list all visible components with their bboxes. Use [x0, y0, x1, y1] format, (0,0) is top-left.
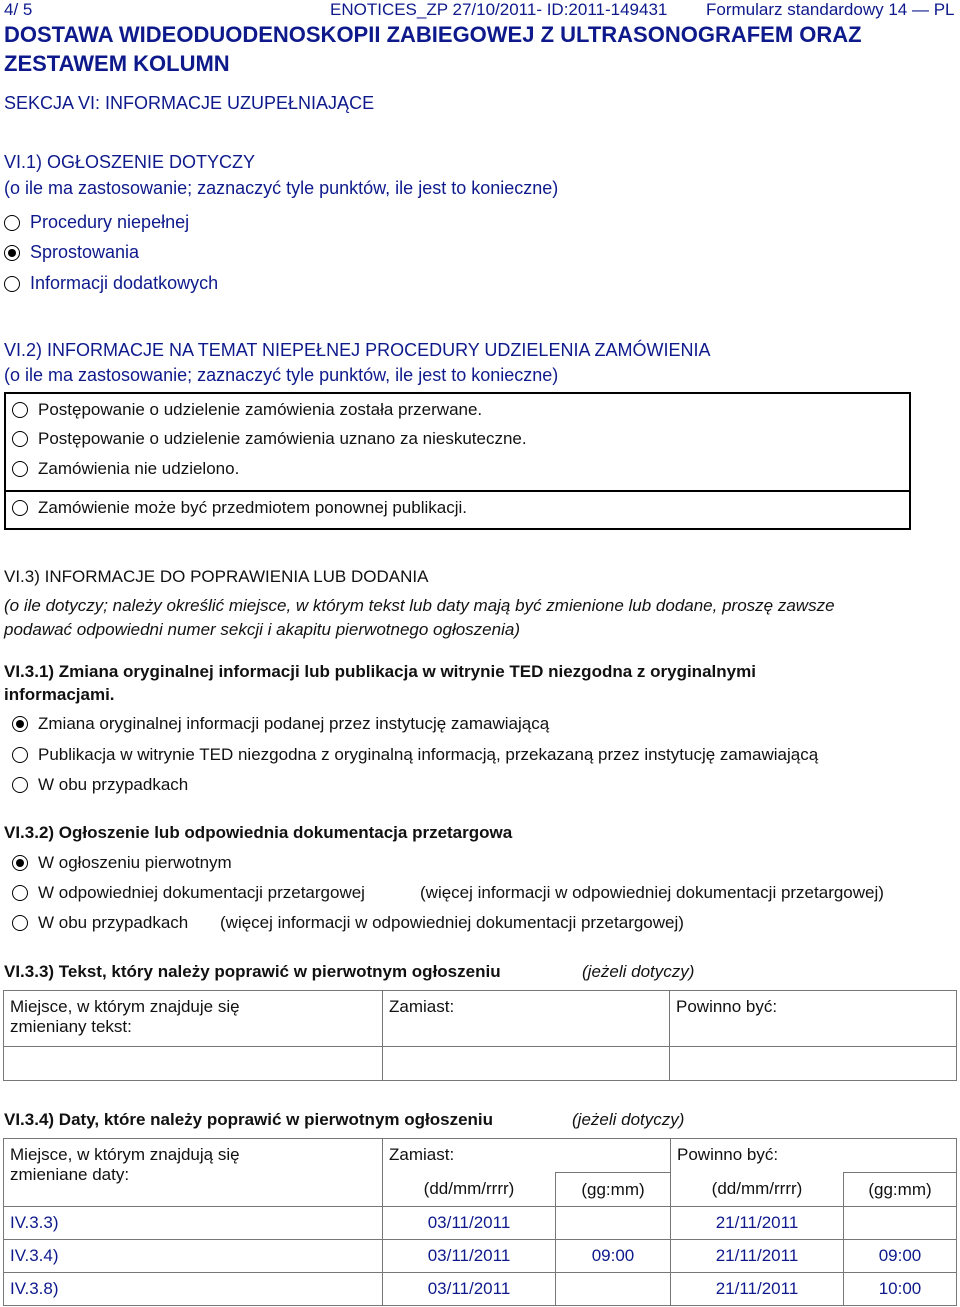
radio-icon	[4, 276, 20, 292]
vi32-option[interactable]	[12, 913, 188, 933]
time-cell	[556, 1207, 671, 1240]
table-header-cell	[4, 991, 383, 1047]
time-cell: 09:00	[844, 1240, 957, 1273]
option-label: Informacji dodatkowych	[30, 273, 219, 293]
vi1-note: (o ile ma zastosowanie; zaznaczyć tyle punktów, ile jest to konieczne)	[4, 178, 559, 198]
place-cell: IV.3.4)	[4, 1240, 383, 1273]
vi33-qualifier: (jeżeli dotyczy)	[582, 962, 695, 981]
document-title-line2: ZESTAWEM KOLUMN	[4, 51, 230, 76]
vi32-option[interactable]	[12, 853, 232, 873]
vi2-option[interactable]	[12, 498, 467, 518]
date-cell: 03/11/2011	[383, 1240, 556, 1273]
header-line: zmieniany tekst:	[10, 1017, 132, 1036]
time-cell: 09:00	[556, 1240, 671, 1273]
vi31-option[interactable]	[12, 714, 549, 734]
section-heading: SEKCJA VI: INFORMACJE UZUPEŁNIAJĄCE	[4, 93, 375, 113]
radio-icon	[12, 402, 28, 418]
option-label: W obu przypadkach	[38, 775, 189, 794]
vi31-option[interactable]	[12, 745, 818, 765]
vi1-heading: VI.1) OGŁOSZENIE DOTYCZY	[4, 152, 256, 172]
option-extra: (więcej informacji w odpowiedniej dokumentacji przetargowej)	[420, 883, 884, 902]
vi34-heading: VI.3.4) Daty, które należy poprawić w pierwotnym ogłoszeniu	[4, 1110, 494, 1129]
vi2-option[interactable]	[12, 459, 239, 479]
option-label: Postępowanie o udzielenie zamówienia uznano za nieskuteczne.	[38, 429, 527, 448]
option-label: W ogłoszeniu pierwotnym	[38, 853, 232, 872]
vi1-option[interactable]	[4, 212, 189, 233]
form-name: Formularz standardowy 14 — PL	[706, 0, 955, 19]
table-header-cell: Powinno być:	[671, 1139, 957, 1173]
table-header-cell	[4, 1139, 383, 1207]
time-cell	[556, 1273, 671, 1306]
vi31-heading-line1: VI.3.1) Zmiana oryginalnej informacji lub publikacja w witrynie TED niezgodna z oryginalnymi	[4, 662, 756, 681]
date-correction-table	[3, 1138, 957, 1306]
option-label: Zamówienie może być przedmiotem ponownej publikacji.	[38, 498, 467, 517]
time-cell: 10:00	[844, 1273, 957, 1306]
radio-icon	[12, 500, 28, 516]
divider	[6, 490, 909, 492]
subheader-cell: (dd/mm/rrrr)	[383, 1173, 556, 1207]
option-label: Zamówienia nie udzielono.	[38, 459, 240, 478]
vi3-note-line2: podawać odpowiedni numer sekcji i akapitu pierwotnego ogłoszenia)	[4, 620, 520, 639]
radio-checked-icon	[12, 716, 28, 732]
table-row	[4, 1207, 957, 1240]
table-cell	[383, 1047, 670, 1081]
vi3-note-line1: (o ile dotyczy; należy określić miejsce, w którym tekst lub daty mają być zmienione lub dodane, proszę zawsze	[4, 596, 835, 615]
text-correction-table	[3, 990, 957, 1081]
vi3-heading: VI.3) INFORMACJE DO POPRAWIENIA LUB DODANIA	[4, 567, 429, 586]
table-header-cell: Powinno być:	[670, 991, 957, 1047]
option-label: W odpowiedniej dokumentacji przetargowej	[38, 883, 365, 902]
table-cell	[670, 1047, 957, 1081]
vi1-option[interactable]	[4, 273, 218, 294]
vi2-note: (o ile ma zastosowanie; zaznaczyć tyle punktów, ile jest to konieczne)	[4, 365, 559, 385]
option-extra: (więcej informacji w odpowiedniej dokumentacji przetargowej)	[220, 913, 684, 932]
time-cell	[844, 1207, 957, 1240]
subheader-cell: (gg:mm)	[844, 1173, 957, 1207]
subheader-cell: (gg:mm)	[556, 1173, 671, 1207]
option-label: Postępowanie o udzielenie zamówienia została przerwane.	[38, 400, 483, 419]
vi32-option[interactable]	[12, 883, 365, 903]
radio-icon	[12, 431, 28, 447]
option-label: W obu przypadkach	[38, 913, 189, 932]
subheader-cell: (dd/mm/rrrr)	[671, 1173, 844, 1207]
place-cell: IV.3.3)	[4, 1207, 383, 1240]
vi31-option[interactable]	[12, 775, 188, 795]
page-number: 4/ 5	[4, 0, 33, 19]
table-row	[4, 1273, 957, 1306]
date-cell: 21/11/2011	[671, 1240, 844, 1273]
table-row	[4, 1240, 957, 1273]
notice-id: ENOTICES_ZP 27/10/2011- ID:2011-149431	[330, 0, 668, 19]
radio-icon	[12, 915, 28, 931]
vi2-option[interactable]	[12, 429, 527, 449]
radio-icon	[12, 747, 28, 763]
place-cell: IV.3.8)	[4, 1273, 383, 1306]
date-cell: 21/11/2011	[671, 1273, 844, 1306]
radio-icon	[12, 461, 28, 477]
header-line: Miejsce, w którym znajdują się	[10, 1145, 240, 1164]
table-header-cell: Zamiast:	[383, 1139, 671, 1173]
radio-checked-icon	[12, 855, 28, 871]
vi31-heading-line2: informacjami.	[4, 685, 115, 704]
document-title-line1: DOSTAWA WIDEODUODENOSKOPII ZABIEGOWEJ Z ULTRASONOGRAFEM ORAZ	[4, 22, 862, 47]
vi33-heading: VI.3.3) Tekst, który należy poprawić w pierwotnym ogłoszeniu	[4, 962, 501, 981]
option-label: Procedury niepełnej	[30, 212, 190, 232]
vi34-qualifier: (jeżeli dotyczy)	[572, 1110, 685, 1129]
table-header-cell: Zamiast:	[383, 991, 670, 1047]
vi1-option[interactable]	[4, 242, 139, 263]
header-line: Miejsce, w którym znajduje się	[10, 997, 240, 1016]
radio-icon	[4, 215, 20, 231]
option-label: Zmiana oryginalnej informacji podanej przez instytucję zamawiającą	[38, 714, 550, 733]
date-cell: 21/11/2011	[671, 1207, 844, 1240]
radio-icon	[12, 885, 28, 901]
option-label: Sprostowania	[30, 242, 140, 262]
option-label: Publikacja w witrynie TED niezgodna z oryginalną informacją, przekazaną przez instytucję zamawiającą	[38, 745, 819, 764]
date-cell: 03/11/2011	[383, 1207, 556, 1240]
radio-icon	[12, 777, 28, 793]
header-line: zmieniane daty:	[10, 1165, 130, 1184]
vi2-option[interactable]	[12, 400, 482, 420]
date-cell: 03/11/2011	[383, 1273, 556, 1306]
vi32-heading: VI.3.2) Ogłoszenie lub odpowiednia dokumentacja przetargowa	[4, 823, 513, 842]
table-cell	[4, 1047, 383, 1081]
radio-checked-icon	[4, 245, 20, 261]
vi2-heading: VI.2) INFORMACJE NA TEMAT NIEPEŁNEJ PROCEDURY UDZIELENIA ZAMÓWIENIA	[4, 340, 711, 360]
